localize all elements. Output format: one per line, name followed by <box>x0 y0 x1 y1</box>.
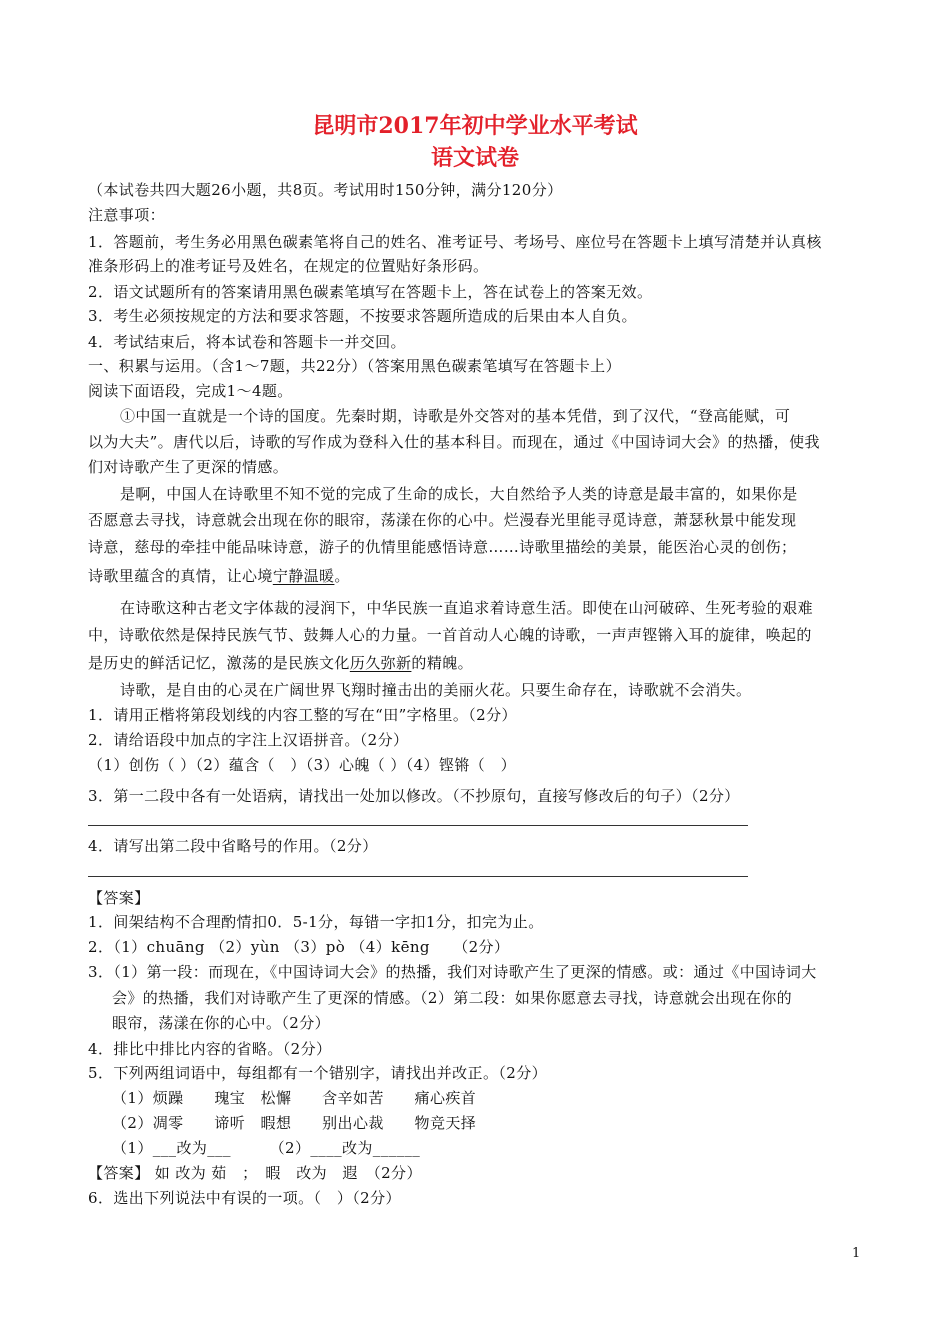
notice-item-1: 1．答题前，考生务必用黑色碳素笔将自己的姓名、准考证号、考场号、座位号在答题卡上填写清楚并认真核 <box>88 233 822 251</box>
question-5: 5．下列两组词语中，每组都有一个错别字，请找出并改正。（2分） <box>88 1064 547 1082</box>
question-2: 2．请给语段中加点的字注上汉语拼音。（2分） <box>88 731 409 749</box>
passage-p3-line-2: 中，诗歌依然是保持民族气节、鼓舞人心的力量。一首首动人心魄的诗歌，一声声铿锵入耳的旋律，唤起的 <box>88 626 812 644</box>
question-1: 1．请用正楷将第段划线的内容工整的写在“田”字格里。（2分） <box>88 706 517 724</box>
answer-line <box>88 825 748 826</box>
answer-2: 2．（1）chuāng （2）yùn （3）pò （4）kēng （2分） <box>88 938 510 956</box>
question-5-group-1: （1）烦躁 瑰宝 松懈 含辛如苦 痛心疾首 <box>112 1089 477 1107</box>
passage-p3-line-1: 在诗歌这种古老文字体裁的浸润下，中华民族一直追求着诗意生活。即使在山河破碎、生死考验的艰难 <box>120 599 814 617</box>
answer-3-line-1: 3．（1）第一段：而现在，《中国诗词大会》的热播，我们对诗歌产生了更深的情感。或：通过《中国诗词大 <box>88 963 817 981</box>
exam-subtitle: 语文试卷 <box>430 145 519 171</box>
question-5-group-2: （2）凋零 谛听 暇想 别出心裁 物竞天择 <box>112 1114 477 1132</box>
passage-text: 是历史的鲜活记忆，激荡的是民族文化 <box>88 654 350 672</box>
question-2-items: （1）创伤（ ）（2）蕴含（ ）（3）心魄（ ）（4）铿锵（ ） <box>88 756 517 774</box>
passage-text: 的精魄。 <box>411 654 474 672</box>
answer-3-line-3: 眼帘，荡漾在你的心中。（2分） <box>112 1014 331 1032</box>
passage-p1-line-1: ①中国一直就是一个诗的国度。先秦时期，诗歌是外交答对的基本凭借，到了汉代，“登高能赋，可 <box>120 407 791 425</box>
answer-line <box>88 876 748 877</box>
passage-p1-line-2: 以为大夫”。唐代以后，诗歌的写作成为登科入仕的基本科目。而现在，通过《中国诗词大会》的热播，使我 <box>88 433 820 451</box>
answer-5: 【答案】 如 改为 茹 ； 暇 改为 遐 （2分） <box>88 1164 422 1182</box>
passage-p2-line-2: 否愿意去寻找，诗意就会出现在你的眼帘，荡漾在你的心中。烂漫春光里能寻觅诗意，萧瑟秋景中能发现 <box>88 511 797 529</box>
answer-3-line-2: 会》的热播，我们对诗歌产生了更深的情感。（2）第二段：如果你愿意去寻找，诗意就会出现在你的 <box>112 989 793 1007</box>
exam-note: （本试卷共四大题26小题，共8页。考试用时150分钟，满分120分） <box>88 181 563 199</box>
question-6: 6．选出下列说法中有误的一项。（ ）（2分） <box>88 1189 401 1207</box>
underlined-phrase: 历久弥新 <box>349 654 412 672</box>
notice-heading: 注意事项： <box>88 206 166 224</box>
notice-item-1-cont: 准条形码上的准考证号及姓名，在规定的位置贴好条形码。 <box>88 257 489 275</box>
reading-instruction: 阅读下面语段，完成1～4题。 <box>88 382 293 400</box>
passage-p2-line-3: 诗意，慈母的牵挂中能品味诗意，游子的仇情里能感悟诗意……诗歌里描绘的美景，能医治心灵的创伤； <box>88 538 797 556</box>
passage-p4-line-1: 诗歌，是自由的心灵在广阔世界飞翔时撞击出的美丽火花。只要生命存在，诗歌就不会消失。 <box>120 681 752 699</box>
passage-p3-line-3 <box>88 653 868 673</box>
section-heading: 一、积累与运用。（含1～7题，共22分）（答案用黑色碳素笔填写在答题卡上） <box>88 357 621 375</box>
passage-p2-line-4 <box>88 566 868 586</box>
answer-1: 1．间架结构不合理酌情扣0．5-1分，每错一字扣1分，扣完为止。 <box>88 913 544 931</box>
page-number: 1 <box>852 1246 861 1261</box>
underlined-phrase: 宁静温暖 <box>272 567 335 585</box>
answer-heading: 【答案】 <box>88 889 150 907</box>
notice-item-4: 4．考试结束后，将本试卷和答题卡一并交回。 <box>88 333 406 351</box>
exam-title: 昆明市2017年初中学业水平考试 <box>312 113 638 139</box>
question-5-blanks: （1）___改为___ （2）____改为______ <box>112 1139 421 1157</box>
answer-4: 4．排比中排比内容的省略。（2分） <box>88 1040 332 1058</box>
question-3: 3．第一二段中各有一处语病，请找出一处加以修改。（不抄原句，直接写修改后的句子）（2分） <box>88 787 740 805</box>
question-4: 4．请写出第二段中省略号的作用。（2分） <box>88 837 378 855</box>
passage-text: 诗歌里蕴含的真情，让心境 <box>88 567 273 585</box>
passage-text: 。 <box>334 567 350 585</box>
passage-p2-line-1: 是啊，中国人在诗歌里不知不觉的完成了生命的成长，大自然给予人类的诗意是最丰富的，如果你是 <box>120 485 798 503</box>
notice-item-3: 3．考生必须按规定的方法和要求答题，不按要求答题所造成的后果由本人自负。 <box>88 307 637 325</box>
notice-item-2: 2．语文试题所有的答案请用黑色碳素笔填写在答题卡上，答在试卷上的答案无效。 <box>88 283 653 301</box>
passage-p1-line-3: 们对诗歌产生了更深的情感。 <box>88 458 289 476</box>
